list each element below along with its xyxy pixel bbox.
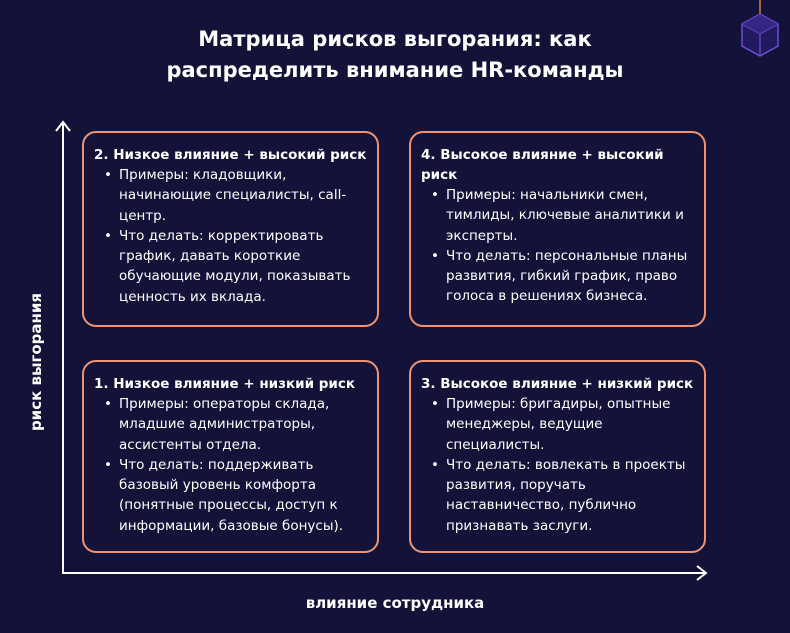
- quadrant-examples: • Примеры: операторы склада, младшие администраторы, ассистенты отдела.: [94, 394, 367, 455]
- y-axis: [56, 122, 70, 572]
- quadrant-actions: • Что делать: поддерживать базовый уровень комфорта (понятные процессы, доступ к информации, базовые бонусы).: [94, 455, 367, 536]
- page-title-line-2: распределить внимание HR-команды: [166, 58, 624, 82]
- x-axis-label: влияние сотрудника: [305, 594, 485, 612]
- quadrant-examples: • Примеры: бригадиры, опытные менеджеры, ведущие специалисты.: [421, 394, 694, 455]
- quadrant-list: [421, 394, 694, 536]
- quadrant-list: [94, 165, 367, 307]
- quadrant-high-impact-low-risk: [409, 360, 706, 553]
- quadrant-actions: • Что делать: вовлекать в проекты развития, поручать наставничество, публично признавать заслуги.: [421, 455, 694, 536]
- quadrant-title: 1. Низкое влияние + низкий риск: [94, 376, 356, 392]
- quadrant-actions: • Что делать: персональные планы развития, гибкий график, право голоса в решениях бизнеса.: [421, 246, 694, 307]
- y-axis-label: риск выгорания: [27, 292, 45, 432]
- quadrant-title: 3. Высокое влияние + низкий риск: [421, 376, 694, 392]
- quadrant-examples: • Примеры: кладовщики, начинающие специалисты, call-центр.: [94, 165, 367, 226]
- x-axis: [62, 566, 706, 580]
- quadrant-title: 2. Низкое влияние + высокий риск: [94, 147, 367, 163]
- page-title-line-1: Матрица рисков выгорания: как: [198, 27, 592, 51]
- quadrant-low-impact-high-risk: [82, 131, 379, 327]
- quadrant-high-impact-high-risk: [409, 131, 706, 327]
- quadrant-examples: • Примеры: начальники смен, тимлиды, ключевые аналитики и эксперты.: [421, 185, 694, 246]
- quadrant-low-impact-low-risk: [82, 360, 379, 553]
- quadrant-actions: • Что делать: корректировать график, давать короткие обучающие модули, показывать ценность их вклада.: [94, 226, 367, 307]
- quadrant-list: [421, 185, 694, 307]
- quadrant-title: 4. Высокое влияние + высокий риск: [421, 147, 664, 183]
- quadrant-list: [94, 394, 367, 536]
